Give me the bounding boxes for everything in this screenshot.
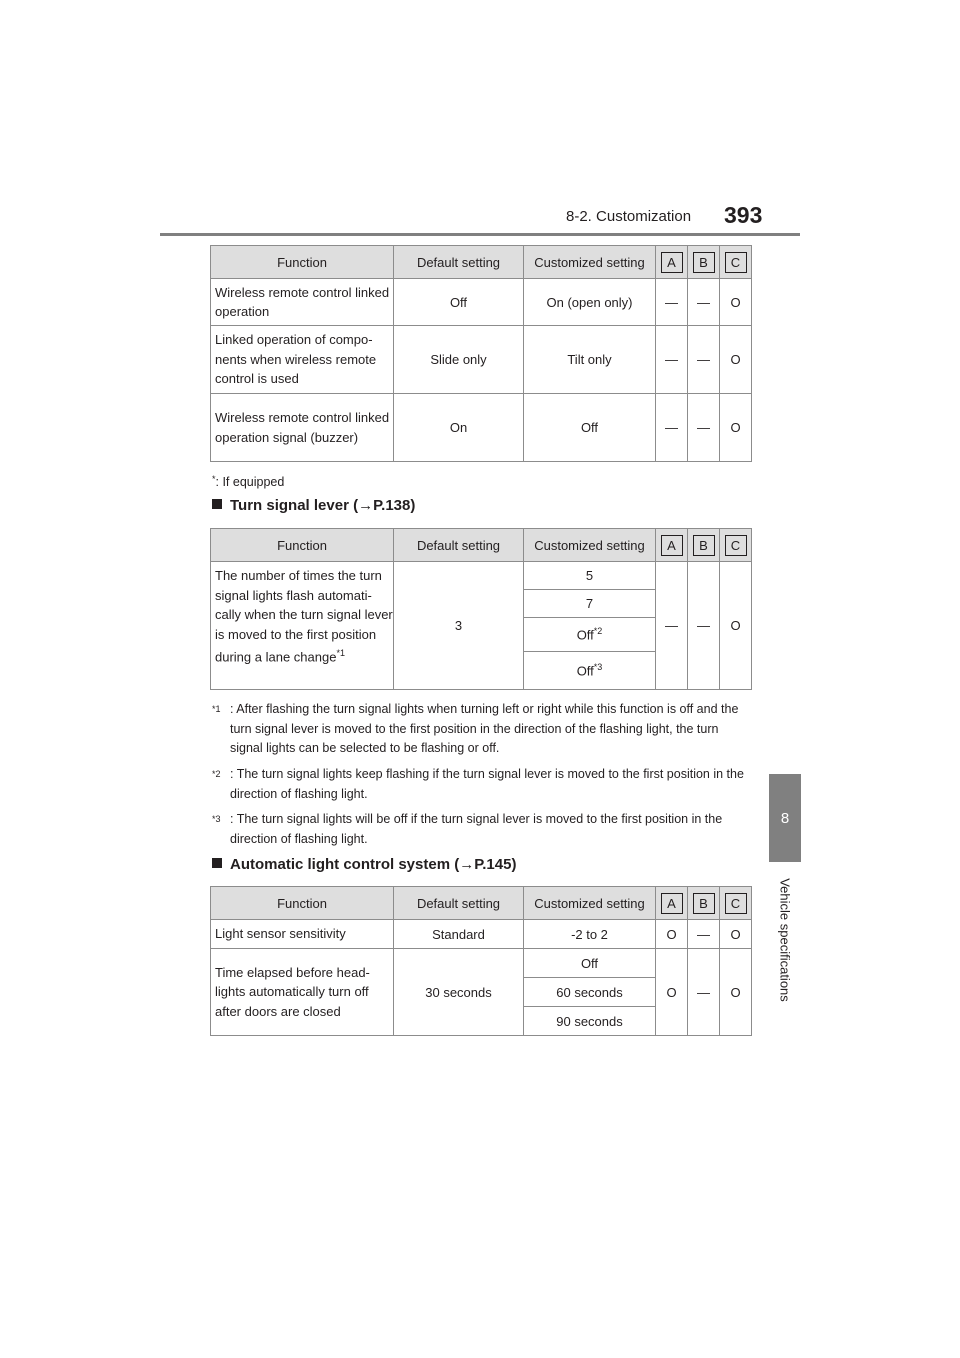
chapter-tab[interactable] [769, 774, 801, 862]
table-row: Linked operation of compo- nents when wireless remote control is used Slide only Tilt only — — O [211, 326, 752, 394]
footnote-3: $^{*3}$ : The turn signal lights will be off if the turn signal lever is moved to the first position in the direction of flashing light. [212, 812, 723, 846]
col-b: B [688, 529, 720, 562]
table-row: 7 [211, 590, 752, 618]
col-a: A [656, 887, 688, 920]
page-number: 393 [724, 202, 763, 228]
footnote-2: $^{*2}$ : The turn signal lights keep flashing if the turn signal lever is moved to the first position in the direction of flashing light. [212, 767, 744, 801]
footnote-equipped: *: If equipped [212, 474, 285, 489]
heading-turn-signal: Turn signal lever (→P.138) [212, 497, 415, 514]
table-row: Light sensor sensitivity Standard -2 to 2 O — O [211, 920, 752, 949]
chapter-label: Vehicle specifications [777, 878, 793, 1002]
table-turn-signal [210, 528, 752, 690]
header-rule [160, 233, 800, 236]
col-a: A [656, 246, 688, 279]
heading-auto-light: Automatic light control system (→P.145) [212, 856, 516, 873]
footnote-1: $^{*1}$ : After flashing the turn signal lights when turning left or right while this function is off and the turn signal lever is moved to the first position in the direction of the flashing light, the turn signal lights can be selected to be flashing or off. [212, 702, 739, 755]
bullet-square-icon [212, 858, 222, 868]
col-function: Function [211, 887, 394, 920]
table-row: The number of times the turn signal lights flash automati- cally when the turn signal lever is moved to the first position during a lane change$^{*1}$ 3 5 — — O [211, 562, 752, 590]
table-row: 90 seconds [211, 1007, 752, 1036]
col-a: A [656, 529, 688, 562]
col-custom: Customized setting [524, 887, 656, 920]
col-default: Default setting [394, 887, 524, 920]
col-c: C [720, 887, 752, 920]
bullet-square-icon [212, 499, 222, 509]
col-custom: Customized setting [524, 246, 656, 279]
table-row: Time elapsed before head- lights automatically turn off after doors are closed 30 seconds Off O — O [211, 949, 752, 978]
col-default: Default setting [394, 529, 524, 562]
col-b: B [688, 246, 720, 279]
table-row: Off$^{*2}$ [211, 618, 752, 652]
col-function: Function [211, 246, 394, 279]
col-function: Function [211, 529, 394, 562]
col-custom: Customized setting [524, 529, 656, 562]
col-c: C [720, 246, 752, 279]
col-b: B [688, 887, 720, 920]
col-default: Default setting [394, 246, 524, 279]
table-auto-light [210, 886, 752, 1036]
table-row: Wireless remote control linked operation signal (buzzer) On Off — — O [211, 394, 752, 462]
table-row: 60 seconds [211, 978, 752, 1007]
table-wireless-remote [210, 245, 752, 462]
section-title: 8-2. Customization [566, 208, 692, 225]
table-row: Wireless remote control linked operation Off On (open only) — — O [211, 279, 752, 326]
chapter-number: 8 [780, 809, 790, 827]
table-row: Off$^{*3}$ [211, 652, 752, 690]
col-c: C [720, 529, 752, 562]
